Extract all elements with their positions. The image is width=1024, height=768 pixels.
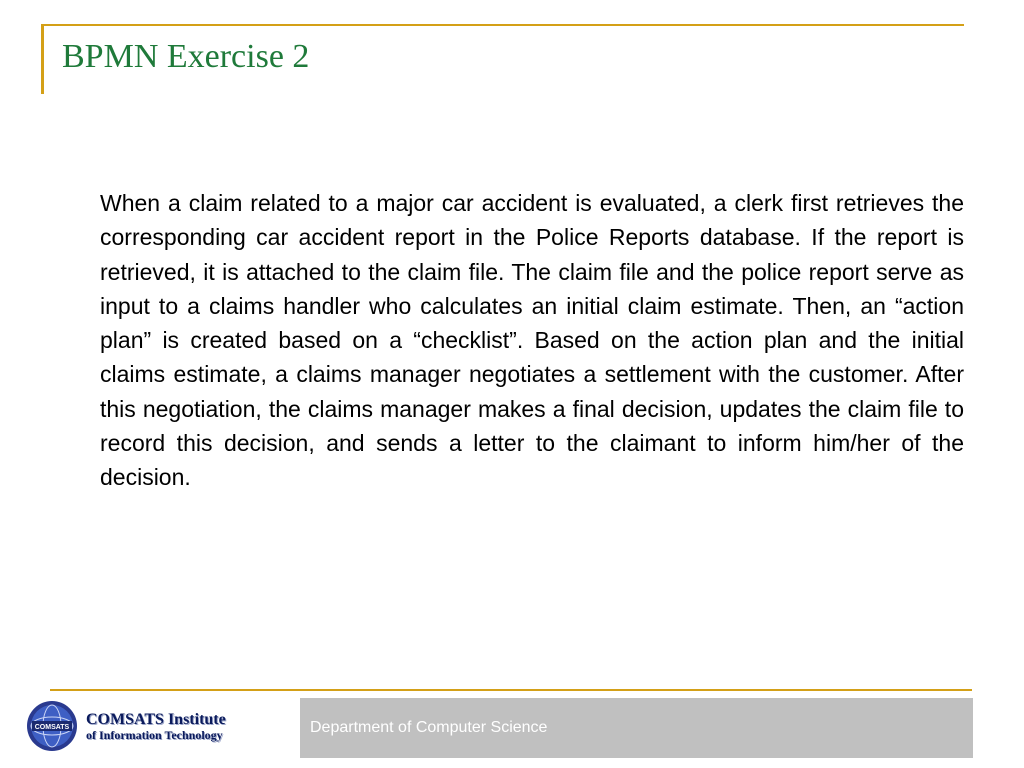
slide-body-text: When a claim related to a major car accident is evaluated, a clerk first retrieves the corresponding car accident report in the Police Reports database. If the report is retrieved, it is attached to the claim file. The claim file and the police report serve as input to a claims handler who calculates an initial claim estimate. Then, an “action plan” is created based on a “checklist”. Based on the action plan and the initial claims estimate, a claims manager negotiates a settlement with the customer. After this negotiation, the claims manager makes a final decision, updates the claim file to record this decision, and sends a letter to the claimant to inform him/her of the decision. — [100, 190, 964, 491]
title-rule-vertical — [41, 24, 44, 94]
footer-department: Department of Computer Science — [310, 719, 548, 736]
logo-badge-text: COMSATS — [34, 724, 70, 731]
slide-title: BPMN Exercise 2 — [62, 38, 310, 75]
title-rule-horizontal — [41, 24, 964, 26]
logo-name-line2: of Information Technology — [86, 728, 223, 742]
logo-name-line1: COMSATS Institute — [86, 711, 226, 728]
footer-rule — [50, 689, 972, 691]
comsats-logo-icon — [26, 700, 78, 752]
